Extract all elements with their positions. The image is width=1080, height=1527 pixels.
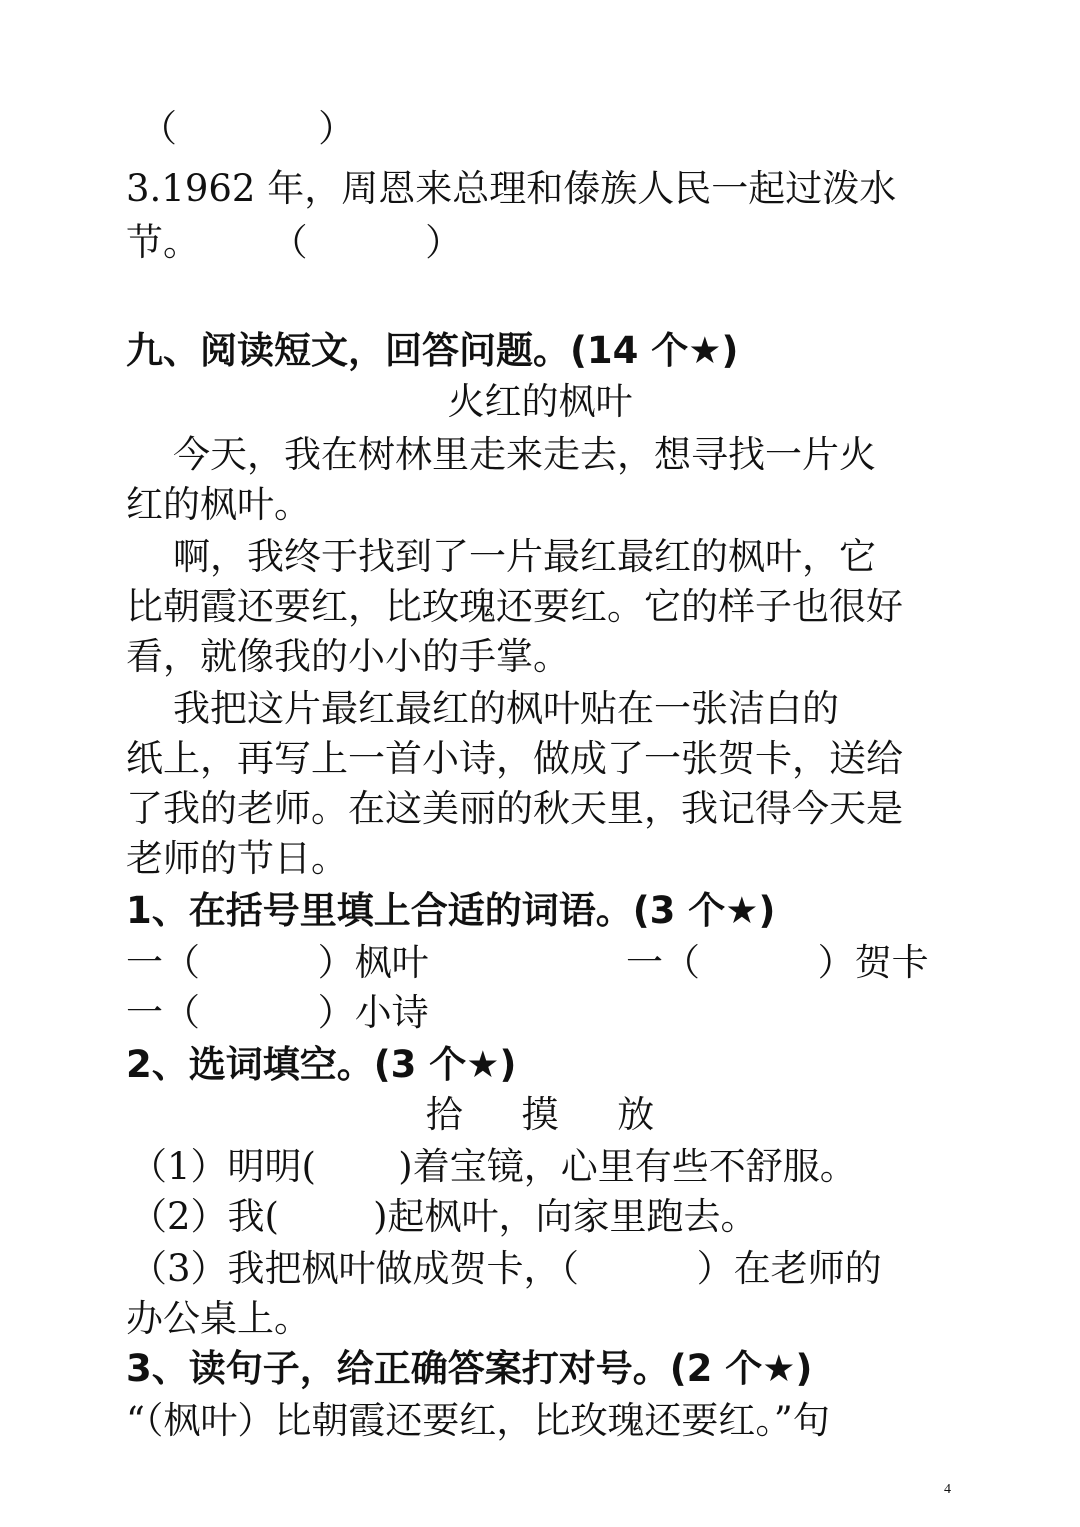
fill-sentence-3: （3）我把枫叶做成贺卡，（ ）在老师的: [130, 1247, 882, 1290]
passage-line: 今天，我在树林里走来走去，想寻找一片火: [126, 433, 877, 476]
word-choices: 拾 摸 放: [425, 1093, 655, 1136]
fill-sentence-2: （2）我( )起枫叶，向家里跑去。: [130, 1195, 758, 1238]
question-3-text: 3.1962 年，周恩来总理和傣族人民一起过泼水: [126, 167, 897, 210]
subquestion-2-heading: 2、选词填空。(3 个★): [126, 1043, 517, 1086]
passage-line: 看，就像我的小小的手掌。: [126, 635, 570, 678]
answer-blank-line: （ ）: [140, 107, 356, 150]
question-3-text-cont: 节。 （ ）: [126, 221, 463, 264]
passage-line: 红的枫叶。: [126, 483, 311, 526]
section-9-heading: 九、阅读短文，回答问题。(14 个★): [126, 329, 739, 372]
fill-sentence-3-cont: 办公桌上。: [126, 1297, 311, 1340]
passage-line: 纸上，再写上一首小诗，做成了一张贺卡，送给: [126, 737, 903, 780]
passage-line: 啊，我终于找到了一片最红最红的枫叶，它: [126, 535, 877, 578]
fill-sentence-1: （1）明明( )着宝镜，心里有些不舒服。: [130, 1145, 857, 1188]
page-number: 4: [944, 1482, 951, 1497]
fill-blank-greeting-card: 一（ ）贺卡: [626, 941, 929, 984]
quoted-sentence: “（枫叶）比朝霞还要红，比玫瑰还要红。”句: [126, 1399, 830, 1442]
passage-line: 了我的老师。在这美丽的秋天里，我记得今天是: [126, 787, 903, 830]
fill-blank-poem: 一（ ）小诗: [126, 991, 429, 1034]
subquestion-1-heading: 1、在括号里填上合适的词语。(3 个★): [126, 889, 776, 932]
passage-line: 我把这片最红最红的枫叶贴在一张洁白的: [126, 687, 840, 730]
passage-line: 老师的节日。: [126, 837, 348, 880]
subquestion-3-heading: 3、读句子，给正确答案打对号。(2 个★): [126, 1347, 813, 1390]
fill-blank-maple-leaf: 一（ ）枫叶: [126, 941, 429, 984]
passage-title: 火红的枫叶: [447, 380, 633, 423]
passage-line: 比朝霞还要红，比玫瑰还要红。它的样子也很好: [126, 585, 903, 628]
